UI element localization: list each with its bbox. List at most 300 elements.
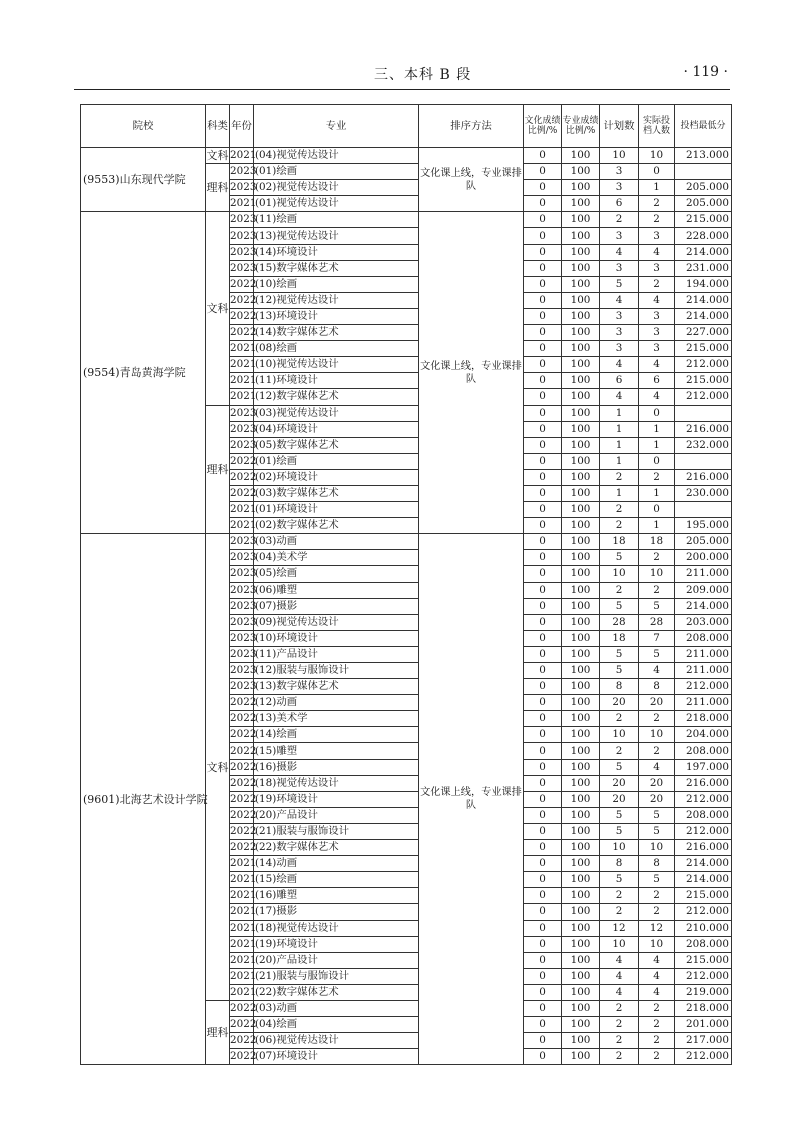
major-cell: (05)绘画	[254, 566, 419, 582]
culture-ratio-cell: 0	[524, 550, 562, 566]
admitted-cell: 20	[639, 775, 675, 791]
major-ratio-cell: 100	[562, 663, 600, 679]
major-cell: (01)环境设计	[254, 502, 419, 518]
major-ratio-cell: 100	[562, 357, 600, 373]
admitted-cell: 10	[639, 566, 675, 582]
admitted-cell: 7	[639, 630, 675, 646]
plan-cell: 2	[600, 582, 639, 598]
admitted-cell: 2	[639, 212, 675, 228]
major-cell: (19)环境设计	[254, 791, 419, 807]
year-cell: 2021	[230, 389, 254, 405]
subject-cell: 文科	[206, 149, 229, 163]
year-cell: 2022	[230, 469, 254, 485]
admitted-cell: 1	[639, 485, 675, 501]
plan-cell: 28	[600, 614, 639, 630]
plan-cell: 5	[600, 598, 639, 614]
culture-ratio-cell: 0	[524, 453, 562, 469]
min-score-cell: 212.000	[675, 357, 732, 373]
major-cell: (07)摄影	[254, 598, 419, 614]
major-ratio-cell: 100	[562, 823, 600, 839]
admitted-cell: 2	[639, 276, 675, 292]
min-score-cell: 214.000	[675, 872, 732, 888]
culture-ratio-cell: 0	[524, 904, 562, 920]
major-cell: (15)数字媒体艺术	[254, 260, 419, 276]
min-score-cell: 214.000	[675, 292, 732, 308]
admitted-cell: 3	[639, 260, 675, 276]
plan-cell: 2	[600, 904, 639, 920]
admitted-cell: 4	[639, 759, 675, 775]
min-score-cell: 208.000	[675, 743, 732, 759]
major-cell: (08)绘画	[254, 341, 419, 357]
major-ratio-cell: 100	[562, 405, 600, 421]
major-cell: (22)数字媒体艺术	[254, 840, 419, 856]
major-ratio-cell: 100	[562, 421, 600, 437]
culture-ratio-cell: 0	[524, 791, 562, 807]
major-cell: (03)动画	[254, 1000, 419, 1016]
year-cell: 2022	[230, 759, 254, 775]
year-cell: 2022	[230, 1000, 254, 1016]
subject-cell: 文科	[206, 212, 230, 405]
major-cell: (13)视觉传达设计	[254, 228, 419, 244]
major-cell: (21)服装与服饰设计	[254, 823, 419, 839]
major-cell: (14)动画	[254, 856, 419, 872]
min-score-cell: 211.000	[675, 646, 732, 662]
admission-score-table	[80, 104, 732, 1065]
min-score-cell: 216.000	[675, 775, 732, 791]
major-ratio-cell: 100	[562, 437, 600, 453]
plan-cell: 20	[600, 791, 639, 807]
year-cell: 2021	[230, 373, 254, 389]
major-ratio-cell: 100	[562, 228, 600, 244]
major-cell: (04)美术学	[254, 550, 419, 566]
admitted-cell: 0	[639, 405, 675, 421]
plan-cell: 10	[600, 566, 639, 582]
col-header-method: 排序方法	[419, 105, 524, 148]
plan-cell: 20	[600, 775, 639, 791]
major-ratio-cell: 100	[562, 550, 600, 566]
year-cell: 2022	[230, 453, 254, 469]
plan-cell: 2	[600, 1033, 639, 1049]
major-cell: (14)环境设计	[254, 244, 419, 260]
year-cell: 2021	[230, 518, 254, 534]
culture-ratio-cell: 0	[524, 196, 562, 212]
admitted-cell: 2	[639, 582, 675, 598]
culture-ratio-cell: 0	[524, 212, 562, 228]
major-ratio-cell: 100	[562, 196, 600, 212]
plan-cell: 1	[600, 437, 639, 453]
admitted-cell: 1	[639, 518, 675, 534]
culture-ratio-cell: 0	[524, 357, 562, 373]
plan-cell: 3	[600, 341, 639, 357]
plan-cell: 1	[600, 405, 639, 421]
subject-cell: 理科	[206, 405, 230, 534]
major-cell: (01)绘画	[254, 453, 419, 469]
year-cell: 2021	[230, 952, 254, 968]
year-cell: 2022	[230, 840, 254, 856]
admitted-cell: 2	[639, 1017, 675, 1033]
header-rule	[74, 89, 730, 90]
plan-cell: 8	[600, 679, 639, 695]
table-row	[81, 212, 732, 228]
major-ratio-cell: 100	[562, 872, 600, 888]
min-score-cell: 194.000	[675, 276, 732, 292]
year-cell: 2023	[230, 437, 254, 453]
major-cell: (13)美术学	[254, 711, 419, 727]
plan-cell: 1	[600, 485, 639, 501]
culture-ratio-cell: 0	[524, 920, 562, 936]
year-cell: 2021	[230, 856, 254, 872]
method-cell: 文化课上线，专业课排队	[419, 212, 524, 534]
plan-cell: 10	[600, 148, 639, 164]
culture-ratio-cell: 0	[524, 1017, 562, 1033]
major-ratio-cell: 100	[562, 485, 600, 501]
admitted-cell: 8	[639, 679, 675, 695]
plan-cell: 5	[600, 872, 639, 888]
min-score-cell: 211.000	[675, 695, 732, 711]
subject-cell: 理科	[206, 1000, 230, 1064]
culture-ratio-cell: 0	[524, 823, 562, 839]
plan-cell: 5	[600, 550, 639, 566]
admitted-cell: 12	[639, 920, 675, 936]
min-score-cell: 212.000	[675, 679, 732, 695]
admitted-cell: 2	[639, 888, 675, 904]
major-cell: (13)环境设计	[254, 308, 419, 324]
min-score-cell: 214.000	[675, 598, 732, 614]
admitted-cell: 5	[639, 807, 675, 823]
admitted-cell: 18	[639, 534, 675, 550]
culture-ratio-cell: 0	[524, 308, 562, 324]
major-cell: (06)视觉传达设计	[254, 1033, 419, 1049]
culture-ratio-cell: 0	[524, 244, 562, 260]
year-cell: 2021	[230, 872, 254, 888]
year-cell: 2023	[230, 180, 254, 196]
year-cell: 2023	[230, 244, 254, 260]
min-score-cell	[675, 405, 732, 421]
min-score-cell: 208.000	[675, 936, 732, 952]
admitted-cell: 2	[639, 550, 675, 566]
major-ratio-cell: 100	[562, 180, 600, 196]
major-ratio-cell: 100	[562, 244, 600, 260]
major-cell: (03)数字媒体艺术	[254, 485, 419, 501]
major-ratio-cell: 100	[562, 711, 600, 727]
plan-cell: 18	[600, 630, 639, 646]
plan-cell: 3	[600, 308, 639, 324]
major-ratio-cell: 100	[562, 582, 600, 598]
min-score-cell: 217.000	[675, 1033, 732, 1049]
min-score-cell: 219.000	[675, 984, 732, 1000]
min-score-cell: 211.000	[675, 566, 732, 582]
subject-cell: 理科	[206, 164, 230, 212]
culture-ratio-cell: 0	[524, 888, 562, 904]
culture-ratio-cell: 0	[524, 421, 562, 437]
plan-cell: 12	[600, 920, 639, 936]
admitted-cell: 4	[639, 357, 675, 373]
major-cell: (13)数字媒体艺术	[254, 679, 419, 695]
plan-cell: 4	[600, 968, 639, 984]
culture-ratio-cell: 0	[524, 646, 562, 662]
admitted-cell: 3	[639, 341, 675, 357]
major-ratio-cell: 100	[562, 389, 600, 405]
major-ratio-cell: 100	[562, 373, 600, 389]
plan-cell: 6	[600, 196, 639, 212]
year-cell: 2021	[230, 888, 254, 904]
school-name-cell: (9601)北海艺术设计学院	[81, 534, 206, 1065]
year-cell: 2023	[230, 212, 254, 228]
year-cell: 2023	[230, 582, 254, 598]
admitted-cell: 3	[639, 228, 675, 244]
min-score-cell: 203.000	[675, 614, 732, 630]
min-score-cell: 195.000	[675, 518, 732, 534]
admitted-cell: 10	[639, 148, 675, 164]
year-cell: 2022	[230, 743, 254, 759]
major-ratio-cell: 100	[562, 856, 600, 872]
year-cell: 2022	[230, 485, 254, 501]
min-score-cell: 212.000	[675, 968, 732, 984]
major-cell: (05)数字媒体艺术	[254, 437, 419, 453]
year-cell: 2022	[230, 1017, 254, 1033]
culture-ratio-cell: 0	[524, 341, 562, 357]
table-body	[81, 148, 732, 1065]
plan-cell: 4	[600, 952, 639, 968]
year-cell: 2023	[230, 646, 254, 662]
plan-cell: 2	[600, 212, 639, 228]
admitted-cell: 2	[639, 711, 675, 727]
major-cell: (06)雕塑	[254, 582, 419, 598]
min-score-cell: 216.000	[675, 469, 732, 485]
min-score-cell: 214.000	[675, 856, 732, 872]
major-ratio-cell: 100	[562, 325, 600, 341]
culture-ratio-cell: 0	[524, 775, 562, 791]
admitted-cell: 2	[639, 469, 675, 485]
culture-ratio-cell: 0	[524, 1033, 562, 1049]
min-score-cell: 205.000	[675, 534, 732, 550]
culture-ratio-cell: 0	[524, 292, 562, 308]
culture-ratio-cell: 0	[524, 469, 562, 485]
min-score-cell: 205.000	[675, 196, 732, 212]
major-ratio-cell: 100	[562, 807, 600, 823]
major-cell: (14)数字媒体艺术	[254, 325, 419, 341]
culture-ratio-cell: 0	[524, 373, 562, 389]
plan-cell: 2	[600, 469, 639, 485]
admitted-cell: 4	[639, 389, 675, 405]
min-score-cell	[675, 453, 732, 469]
major-cell: (11)产品设计	[254, 646, 419, 662]
col-header-major: 专业	[254, 105, 419, 148]
plan-cell: 18	[600, 534, 639, 550]
plan-cell: 10	[600, 727, 639, 743]
min-score-cell: 215.000	[675, 373, 732, 389]
major-cell: (20)产品设计	[254, 952, 419, 968]
min-score-cell: 228.000	[675, 228, 732, 244]
plan-cell: 5	[600, 807, 639, 823]
major-ratio-cell: 100	[562, 1017, 600, 1033]
subject-cell: 文科	[206, 534, 230, 1001]
section-title: 三、本科 B 段	[374, 67, 472, 83]
plan-cell: 5	[600, 276, 639, 292]
year-cell: 2021	[230, 196, 254, 212]
admitted-cell: 5	[639, 872, 675, 888]
major-ratio-cell: 100	[562, 308, 600, 324]
culture-ratio-cell: 0	[524, 936, 562, 952]
major-cell: (07)环境设计	[254, 1049, 419, 1065]
culture-ratio-cell: 0	[524, 228, 562, 244]
page-header	[74, 56, 730, 90]
major-cell: (12)数字媒体艺术	[254, 389, 419, 405]
plan-cell: 4	[600, 984, 639, 1000]
min-score-cell: 215.000	[675, 212, 732, 228]
plan-cell: 1	[600, 421, 639, 437]
major-ratio-cell: 100	[562, 614, 600, 630]
major-ratio-cell: 100	[562, 1000, 600, 1016]
plan-cell: 4	[600, 292, 639, 308]
culture-ratio-cell: 0	[524, 148, 562, 164]
year-cell: 2022	[230, 695, 254, 711]
culture-ratio-cell: 0	[524, 840, 562, 856]
major-ratio-cell: 100	[562, 791, 600, 807]
admitted-cell: 1	[639, 437, 675, 453]
major-cell: (12)动画	[254, 695, 419, 711]
major-ratio-cell: 100	[562, 534, 600, 550]
method-cell: 文化课上线，专业课排队	[419, 534, 524, 1065]
col-header-min-score: 投档最低分	[675, 105, 732, 148]
major-ratio-cell: 100	[562, 936, 600, 952]
col-header-year: 年份	[230, 105, 254, 148]
major-ratio-cell: 100	[562, 518, 600, 534]
plan-cell: 2	[600, 502, 639, 518]
major-ratio-cell: 100	[562, 341, 600, 357]
year-cell: 2021	[230, 341, 254, 357]
min-score-cell: 214.000	[675, 308, 732, 324]
year-cell: 2021	[230, 968, 254, 984]
admitted-cell: 4	[639, 968, 675, 984]
culture-ratio-cell: 0	[524, 711, 562, 727]
table-row	[81, 148, 732, 164]
major-cell: (01)视觉传达设计	[254, 196, 419, 212]
major-cell: (14)绘画	[254, 727, 419, 743]
plan-cell: 4	[600, 357, 639, 373]
plan-cell: 3	[600, 325, 639, 341]
major-ratio-cell: 100	[562, 566, 600, 582]
major-cell: (02)视觉传达设计	[254, 180, 419, 196]
major-cell: (19)环境设计	[254, 936, 419, 952]
year-cell: 2022	[230, 1049, 254, 1065]
min-score-cell: 231.000	[675, 260, 732, 276]
culture-ratio-cell: 0	[524, 630, 562, 646]
admitted-cell: 0	[639, 502, 675, 518]
min-score-cell: 232.000	[675, 437, 732, 453]
min-score-cell: 213.000	[675, 148, 732, 164]
major-cell: (04)视觉传达设计	[254, 148, 419, 164]
major-cell: (20)产品设计	[254, 807, 419, 823]
major-ratio-cell: 100	[562, 276, 600, 292]
major-cell: (10)环境设计	[254, 630, 419, 646]
culture-ratio-cell: 0	[524, 614, 562, 630]
admitted-cell: 2	[639, 743, 675, 759]
year-cell: 2023	[230, 566, 254, 582]
admitted-cell: 2	[639, 196, 675, 212]
admitted-cell: 5	[639, 646, 675, 662]
culture-ratio-cell: 0	[524, 759, 562, 775]
admitted-cell: 8	[639, 856, 675, 872]
admitted-cell: 10	[639, 840, 675, 856]
year-cell: 2022	[230, 775, 254, 791]
culture-ratio-cell: 0	[524, 485, 562, 501]
major-ratio-cell: 100	[562, 260, 600, 276]
major-cell: (03)动画	[254, 534, 419, 550]
year-cell: 2021	[230, 502, 254, 518]
min-score-cell: 215.000	[675, 341, 732, 357]
admitted-cell: 10	[639, 727, 675, 743]
major-cell: (15)绘画	[254, 872, 419, 888]
major-cell: (02)数字媒体艺术	[254, 518, 419, 534]
admitted-cell: 2	[639, 1033, 675, 1049]
major-cell: (18)视觉传达设计	[254, 920, 419, 936]
col-header-culture-ratio: 文化成绩比例/%	[524, 105, 562, 148]
culture-ratio-cell: 0	[524, 276, 562, 292]
culture-ratio-cell: 0	[524, 663, 562, 679]
year-cell: 2021	[230, 357, 254, 373]
admitted-cell: 2	[639, 904, 675, 920]
year-cell: 2021	[230, 984, 254, 1000]
culture-ratio-cell: 0	[524, 984, 562, 1000]
year-cell: 2022	[230, 727, 254, 743]
min-score-cell: 212.000	[675, 1049, 732, 1065]
culture-ratio-cell: 0	[524, 952, 562, 968]
year-cell: 2023	[230, 405, 254, 421]
plan-cell: 6	[600, 373, 639, 389]
col-header-subject: 科类	[206, 105, 230, 148]
culture-ratio-cell: 0	[524, 164, 562, 180]
admitted-cell: 2	[639, 1000, 675, 1016]
major-ratio-cell: 100	[562, 469, 600, 485]
major-ratio-cell: 100	[562, 759, 600, 775]
admitted-cell: 4	[639, 984, 675, 1000]
major-ratio-cell: 100	[562, 727, 600, 743]
culture-ratio-cell: 0	[524, 180, 562, 196]
culture-ratio-cell: 0	[524, 807, 562, 823]
admitted-cell: 28	[639, 614, 675, 630]
page-number: · 119 ·	[683, 64, 728, 80]
major-ratio-cell: 100	[562, 904, 600, 920]
year-cell: 2023	[230, 260, 254, 276]
plan-cell: 4	[600, 389, 639, 405]
culture-ratio-cell: 0	[524, 566, 562, 582]
year-cell: 2023	[230, 614, 254, 630]
culture-ratio-cell: 0	[524, 260, 562, 276]
min-score-cell: 216.000	[675, 840, 732, 856]
culture-ratio-cell: 0	[524, 968, 562, 984]
min-score-cell: 218.000	[675, 1000, 732, 1016]
culture-ratio-cell: 0	[524, 856, 562, 872]
major-cell: (17)摄影	[254, 904, 419, 920]
culture-ratio-cell: 0	[524, 695, 562, 711]
admitted-cell: 1	[639, 421, 675, 437]
admitted-cell: 6	[639, 373, 675, 389]
min-score-cell: 218.000	[675, 711, 732, 727]
min-score-cell	[675, 502, 732, 518]
min-score-cell: 212.000	[675, 389, 732, 405]
table-row	[81, 534, 732, 550]
year-cell: 2023	[230, 630, 254, 646]
year-cell: 2023	[230, 550, 254, 566]
plan-cell: 5	[600, 759, 639, 775]
admitted-cell: 0	[639, 164, 675, 180]
col-header-admitted: 实际投档人数	[639, 105, 675, 148]
min-score-cell	[675, 164, 732, 180]
min-score-cell: 208.000	[675, 630, 732, 646]
year-cell: 2022	[230, 1033, 254, 1049]
admitted-cell: 4	[639, 244, 675, 260]
